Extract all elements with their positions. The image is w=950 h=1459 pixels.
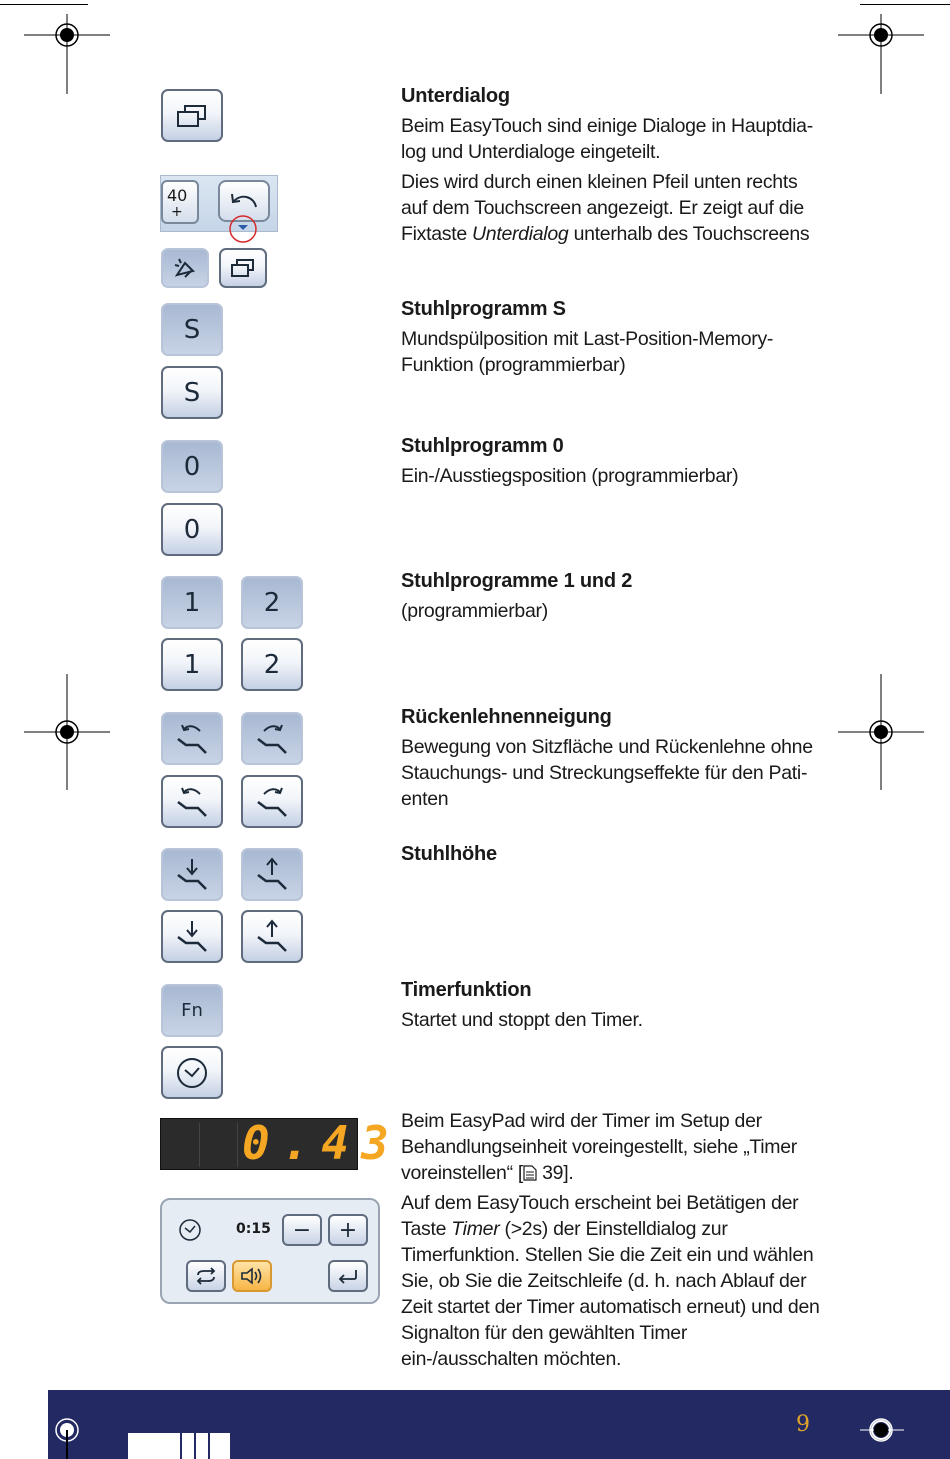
section-heading: Rückenlehnenneigung: [401, 706, 612, 728]
chair-tilt-back-icon: [174, 721, 210, 757]
chair-program-0-button[interactable]: 0: [161, 440, 223, 493]
registration-mark-icon: [860, 1404, 904, 1459]
lamp-icon: [171, 255, 199, 281]
timer-minus-button[interactable]: −: [282, 1214, 322, 1246]
timer-button[interactable]: [161, 1046, 223, 1099]
chair-up-button[interactable]: [241, 848, 303, 901]
touchscreen-excerpt: [160, 175, 278, 232]
section-paragraph: Dies wird durch einen kleinen Pfeil unten rechts auf dem Touchscreen angezeigt. Er zeigt auf die Fixtaste Unterdialog unterhalb des Touchscreens: [401, 171, 810, 245]
timer-sound-button[interactable]: [232, 1260, 272, 1292]
section-stuhlprogramm-s: [401, 296, 821, 378]
crop-mark: [860, 4, 950, 5]
timer-loop-button[interactable]: [186, 1260, 226, 1292]
clock-icon: [178, 1218, 202, 1242]
chair-program-0-button[interactable]: 0: [161, 503, 223, 556]
color-bar-strip: [128, 1433, 230, 1459]
registration-mark-icon: [838, 674, 924, 790]
section-paragraph: Startet und stoppt den Timer.: [401, 1009, 643, 1031]
section-stuhlprogramme-1-2: [401, 568, 821, 624]
chair-program-2-button[interactable]: 2: [241, 638, 303, 691]
value-label: 40: [167, 186, 188, 205]
subdialog-arrow-indicator-icon: [227, 215, 259, 245]
section-unterdialog: [401, 83, 821, 247]
section-paragraph: (programmierbar): [401, 600, 548, 622]
registration-mark-icon: [24, 14, 110, 96]
section-heading: Timerfunktion: [401, 979, 532, 1001]
registration-mark-icon: [838, 14, 924, 96]
section-stuhlhoehe: [401, 841, 821, 867]
fn-button[interactable]: Fn: [161, 984, 223, 1037]
chair-down-button[interactable]: [161, 848, 223, 901]
section-paragraph: Bewegung von Sitzfläche und Rückenlehne ohne Stauchungs- und Streckungseffekte für den Patienten: [401, 736, 813, 810]
page-number: 9: [796, 1412, 810, 1437]
chair-tilt-forward-icon: [254, 721, 290, 757]
section-rueckenlehnenneigung: [401, 704, 821, 812]
backrest-tilt-forward-button[interactable]: [241, 712, 303, 765]
chair-program-1-button[interactable]: 1: [161, 638, 223, 691]
registration-mark-icon: [24, 674, 110, 790]
value-button[interactable]: [161, 180, 199, 224]
chair-program-1-button[interactable]: 1: [161, 576, 223, 629]
section-heading: Stuhlprogramm 0: [401, 435, 564, 457]
chair-program-s-button[interactable]: S: [161, 366, 223, 419]
section-paragraph: Mundspülposition mit Last-Position-Memory-Funktion (programmierbar): [401, 328, 774, 376]
chair-tilt-back-icon: [174, 784, 210, 820]
chair-program-2-button[interactable]: 2: [241, 576, 303, 629]
clock-icon: [175, 1056, 209, 1090]
section-paragraph: Beim EasyTouch sind einige Dialoge in Hauptdialog und Unterdialoge eingeteilt.: [401, 115, 814, 163]
chair-down-icon: [174, 919, 210, 955]
document-icon: [523, 1165, 537, 1181]
led-timer-value: 0.43: [242, 1116, 401, 1170]
section-heading: Stuhlhöhe: [401, 843, 497, 865]
subdialog-button[interactable]: [161, 89, 223, 142]
backrest-tilt-back-button[interactable]: [161, 712, 223, 765]
plus-label: +: [171, 204, 183, 220]
backrest-tilt-back-button[interactable]: [161, 775, 223, 828]
loop-icon: [194, 1267, 218, 1285]
chair-up-icon: [254, 857, 290, 893]
timer-plus-button[interactable]: +: [328, 1214, 368, 1246]
timer-confirm-button[interactable]: [328, 1260, 368, 1292]
section-easypad-timer: [401, 1108, 821, 1372]
subdialog-small-button[interactable]: [219, 248, 267, 288]
section-paragraph: Beim EasyPad wird der Timer im Setup der Behandlungseinheit voreingestellt, siehe „Timer voreinstellen“ [ 39].: [401, 1110, 797, 1184]
chair-program-s-button[interactable]: S: [161, 303, 223, 356]
section-timerfunktion: [401, 977, 821, 1033]
registration-mark-icon: [46, 1404, 90, 1459]
italic-term: Unterdialog: [472, 223, 569, 245]
section-paragraph: Auf dem EasyTouch erscheint bei Betätigen der Taste Timer (>2s) der Einstelldialog zur Timerfunktion. Stellen Sie die Zeit ein und wählen Sie, ob Sie die Zeitschleife (d. h. nach Ablauf der Zeit startet der Timer automatisch erneut) und den Signalton für den gewählten Timer ein-/ausschalten möchten.: [401, 1192, 820, 1370]
light-button[interactable]: [161, 248, 209, 288]
crop-mark: [0, 4, 88, 5]
italic-term: Timer: [451, 1218, 500, 1240]
subdialog-icon: [176, 103, 208, 129]
speaker-icon: [239, 1266, 265, 1286]
section-heading: Stuhlprogramme 1 und 2: [401, 570, 633, 592]
section-stuhlprogramm-0: [401, 433, 821, 489]
section-paragraph: Ein-/Ausstiegsposition (programmierbar): [401, 465, 739, 487]
subdialog-icon: [230, 258, 256, 278]
backrest-tilt-forward-button[interactable]: [241, 775, 303, 828]
chair-down-button[interactable]: [161, 910, 223, 963]
chair-up-button[interactable]: [241, 910, 303, 963]
chair-up-icon: [254, 919, 290, 955]
enter-icon: [336, 1267, 360, 1285]
section-heading: Stuhlprogramm S: [401, 298, 566, 320]
timer-time-value: 0:15: [236, 1221, 271, 1237]
section-heading: Unterdialog: [401, 85, 510, 107]
chair-tilt-forward-icon: [254, 784, 290, 820]
chair-down-icon: [174, 857, 210, 893]
undo-arrow-icon: [228, 191, 260, 211]
timer-settings-panel: [160, 1198, 380, 1304]
